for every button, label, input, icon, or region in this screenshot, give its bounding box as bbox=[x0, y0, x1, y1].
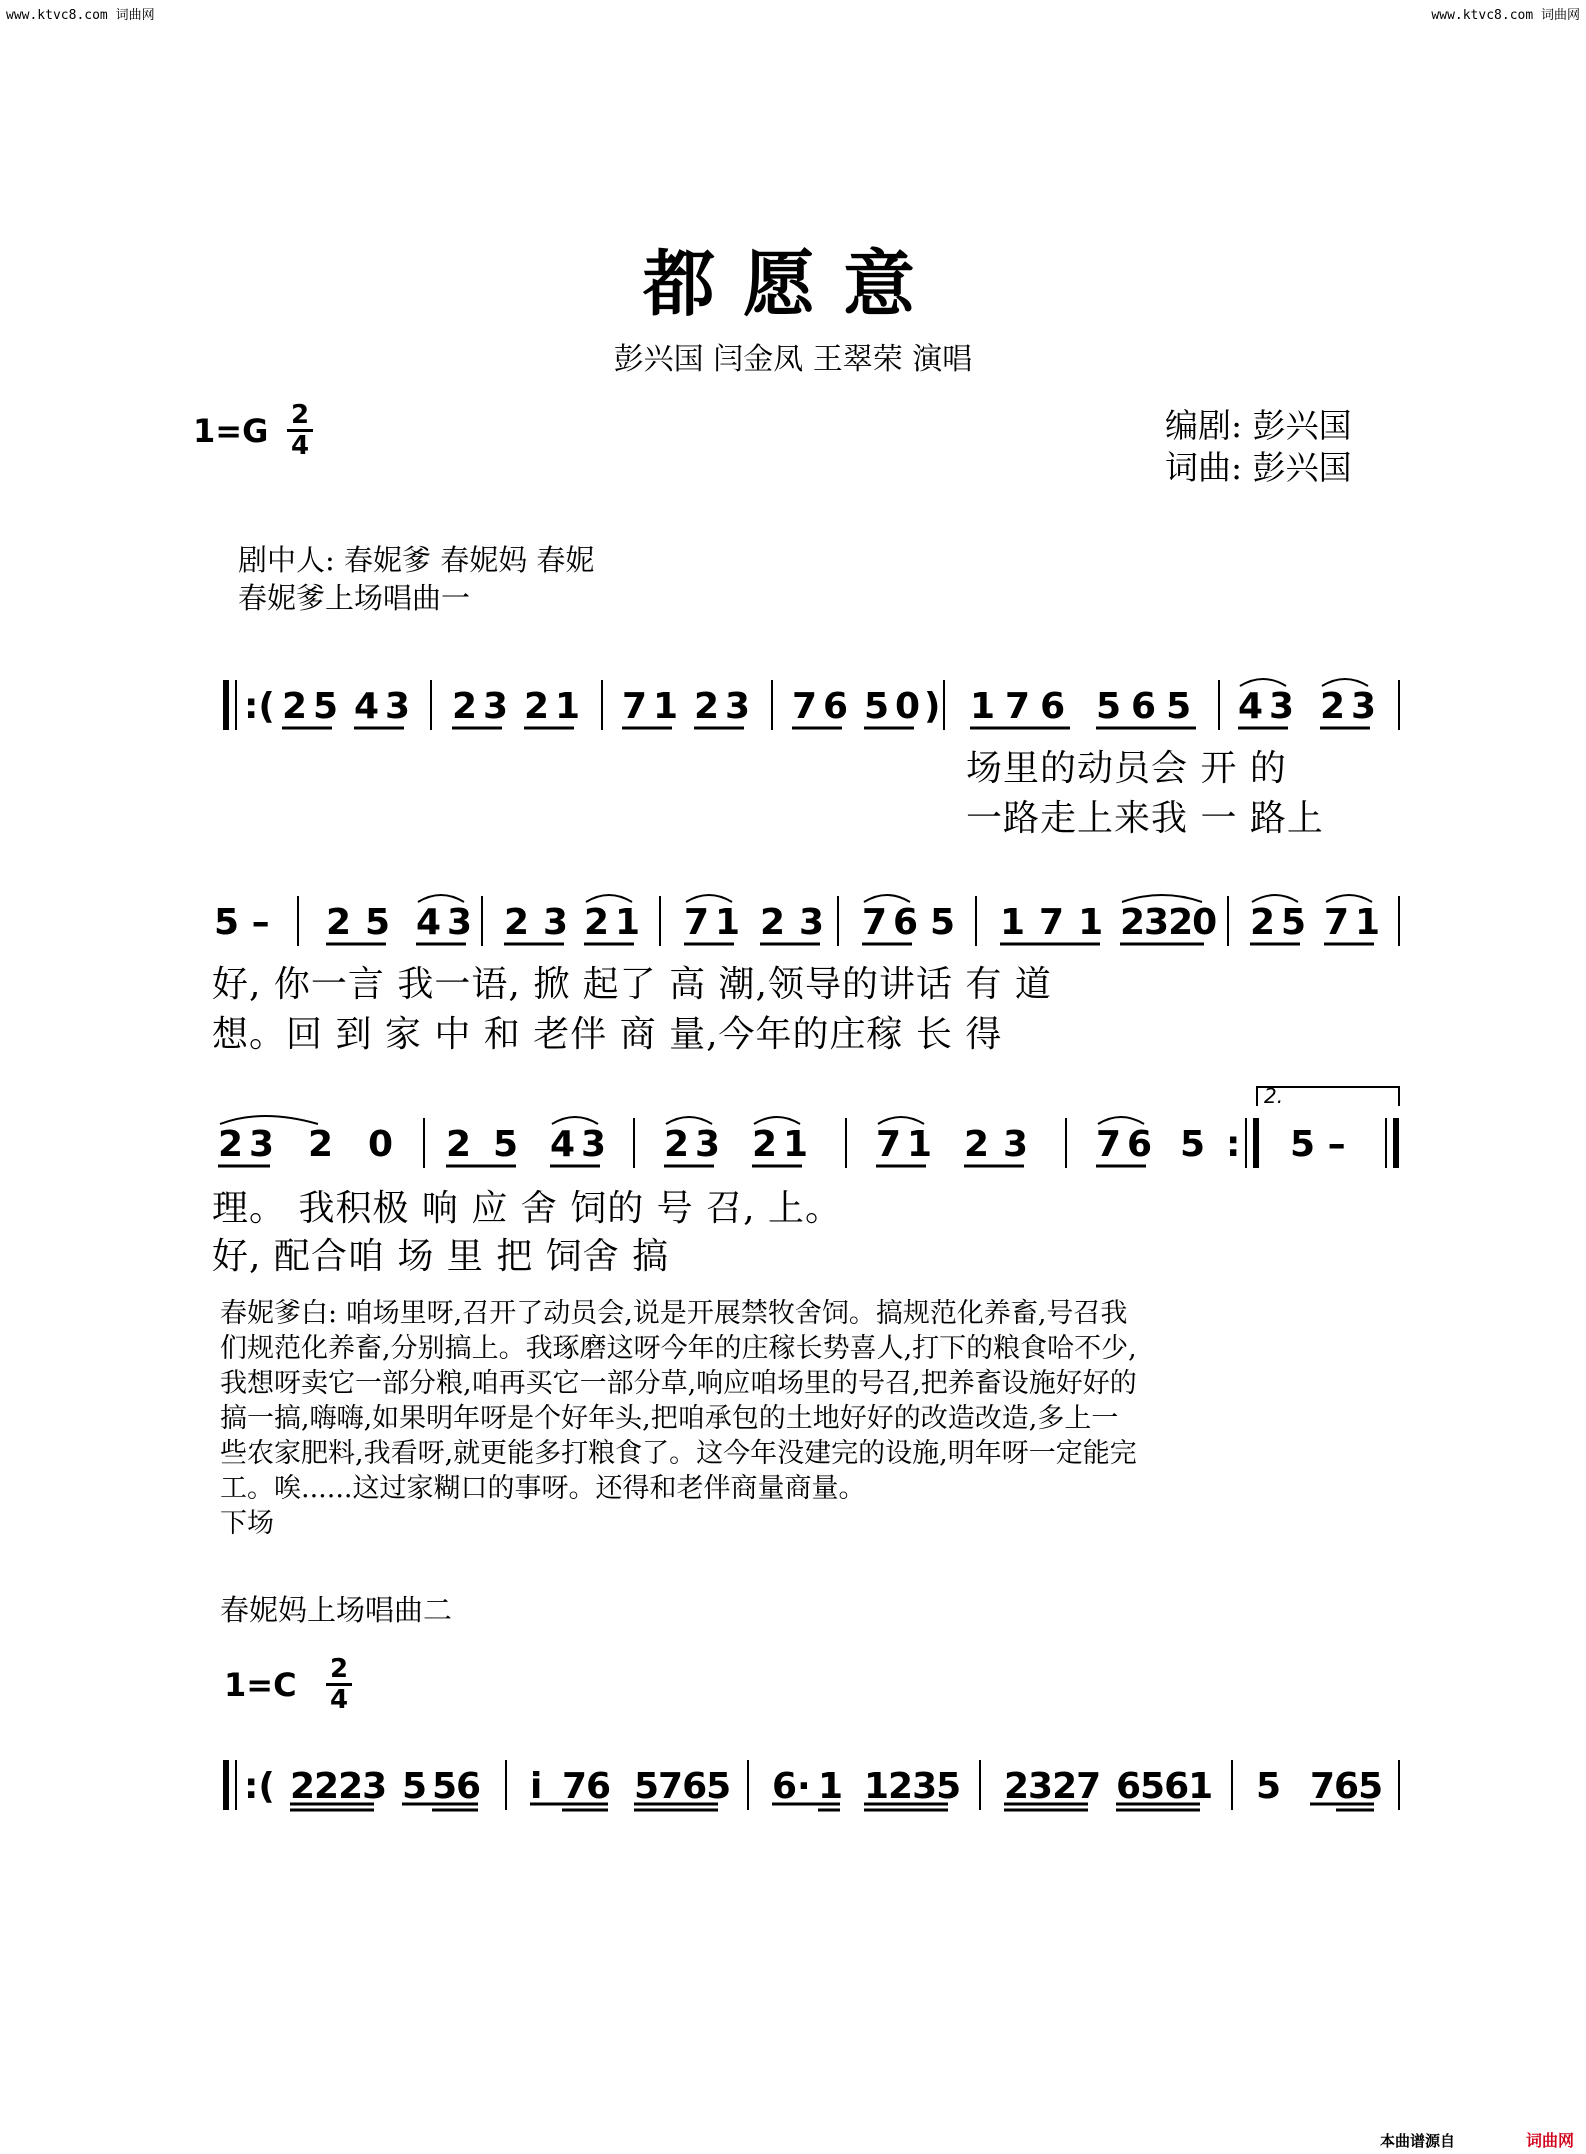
song1-line1-lyric-b: 一路走上来我 一 路上 bbox=[966, 798, 1324, 839]
svg-text:171: 171 bbox=[1000, 902, 1118, 943]
svg-text::(: :( bbox=[244, 1766, 275, 1807]
score-line-3 bbox=[0, 1110, 1586, 1170]
score-line-4 bbox=[0, 1752, 1586, 1812]
svg-text:6561: 6561 bbox=[1116, 1766, 1213, 1807]
svg-text:23: 23 bbox=[452, 686, 515, 727]
svg-text:5765: 5765 bbox=[634, 1766, 731, 1807]
volta-number: 2. bbox=[1264, 1084, 1284, 1108]
song2-heading: 春妮妈上场唱曲二 bbox=[220, 1593, 453, 1627]
performers: 彭兴国 闫金凤 王翠荣 演唱 bbox=[613, 342, 973, 377]
svg-text:565: 565 bbox=[1096, 686, 1202, 727]
time-signature-1 bbox=[287, 402, 313, 459]
svg-text:176: 176 bbox=[970, 686, 1076, 727]
svg-text:56: 56 bbox=[432, 1766, 481, 1807]
svg-text:43: 43 bbox=[416, 902, 479, 943]
svg-text:76: 76 bbox=[562, 1766, 611, 1807]
svg-text:2320: 2320 bbox=[1120, 902, 1217, 943]
composer-credit: 词曲: 彭兴国 bbox=[1165, 448, 1352, 487]
watermark-top-right: www.ktvc8.com 词曲网 bbox=[1431, 8, 1580, 23]
page-title: 都愿意 bbox=[642, 241, 943, 326]
time-signature-2 bbox=[326, 1656, 352, 1713]
svg-text:76: 76 bbox=[1096, 1124, 1159, 1165]
svg-text:71: 71 bbox=[876, 1124, 939, 1165]
score-line-2 bbox=[0, 888, 1586, 948]
footer-source-text: 本曲谱源自 bbox=[1380, 2132, 1456, 2150]
svg-text:2: 2 bbox=[308, 1124, 334, 1165]
svg-text:43: 43 bbox=[550, 1124, 613, 1165]
song1-line1-lyric-a: 场里的动员会 开 的 bbox=[966, 748, 1287, 789]
dialogue-line: 些农家肥料,我看呀,就更能多打粮食了。这今年没建完的设施,明年呀一定能完 bbox=[220, 1438, 1137, 1469]
svg-text:21: 21 bbox=[752, 1124, 815, 1165]
svg-text:71: 71 bbox=[622, 686, 685, 727]
dialogue-block bbox=[220, 1296, 1137, 1541]
time-signature-top: 2 bbox=[329, 1654, 349, 1684]
key-signature-1: 1=G bbox=[193, 412, 269, 450]
svg-text:23: 23 bbox=[694, 686, 757, 727]
svg-text:1235: 1235 bbox=[864, 1766, 961, 1807]
svg-text:5 –: 5 – bbox=[214, 902, 270, 943]
svg-text:50: 50 bbox=[864, 686, 927, 727]
svg-text:25: 25 bbox=[1250, 902, 1313, 943]
svg-text:71: 71 bbox=[684, 902, 747, 943]
svg-text:23: 23 bbox=[964, 1124, 1043, 1165]
song1-line3-lyric-a: 理。 我积极 响 应 舍 饲的 号 召, 上。 bbox=[212, 1188, 842, 1229]
song1-line2-lyric-a: 好, 你一言 我一语, 掀 起了 高 潮,领导的讲话 有 道 bbox=[212, 964, 1052, 1005]
svg-text:i: i bbox=[530, 1766, 543, 1807]
svg-text:): ) bbox=[924, 686, 941, 727]
svg-text:5: 5 bbox=[402, 1766, 434, 1807]
dialogue-line: 们规范化养畜,分别搞上。我琢磨这呀今年的庄稼长势喜人,打下的粮食哈不少, bbox=[220, 1333, 1137, 1364]
time-signature-bottom: 4 bbox=[329, 1685, 349, 1715]
svg-text:1: 1 bbox=[818, 1766, 844, 1807]
svg-text:23: 23 bbox=[218, 1124, 281, 1165]
svg-text:43: 43 bbox=[354, 686, 417, 727]
svg-text:23: 23 bbox=[760, 902, 839, 943]
svg-text:25: 25 bbox=[446, 1124, 541, 1165]
svg-text:43: 43 bbox=[1238, 686, 1301, 727]
dialogue-line: 我想呀卖它一部分粮,咱再买它一部分草,响应咱场里的号召,把养畜设施好好的 bbox=[220, 1368, 1137, 1399]
svg-text:5: 5 bbox=[1256, 1766, 1282, 1807]
svg-text:21: 21 bbox=[524, 686, 587, 727]
time-signature-top: 2 bbox=[290, 400, 310, 430]
svg-text:5: 5 bbox=[1180, 1124, 1206, 1165]
svg-text::: : bbox=[1226, 1124, 1241, 1165]
song1-line2-lyric-b: 想。回 到 家 中 和 老伴 商 量,今年的庄稼 长 得 bbox=[212, 1014, 1003, 1055]
score-line-1 bbox=[0, 672, 1586, 732]
footer-brand-logo: 词曲网 bbox=[1526, 2131, 1575, 2150]
svg-text:765: 765 bbox=[1310, 1766, 1383, 1807]
svg-text:5 –: 5 – bbox=[1290, 1124, 1346, 1165]
svg-text:23: 23 bbox=[664, 1124, 727, 1165]
svg-text:2223: 2223 bbox=[290, 1766, 387, 1807]
svg-text:2327: 2327 bbox=[1004, 1766, 1101, 1807]
svg-text:25: 25 bbox=[326, 902, 405, 943]
svg-text:5: 5 bbox=[930, 902, 956, 943]
svg-text:0: 0 bbox=[368, 1124, 394, 1165]
svg-text:76: 76 bbox=[792, 686, 855, 727]
dialogue-line: 工。唉......这过家糊口的事呀。还得和老伴商量商量。 bbox=[220, 1473, 866, 1504]
song1-line3-lyric-b: 好, 配合咱 场 里 把 饲舍 搞 bbox=[212, 1236, 670, 1277]
svg-text:23: 23 bbox=[504, 902, 583, 943]
svg-text:71: 71 bbox=[1324, 902, 1387, 943]
svg-text:6·: 6· bbox=[772, 1766, 811, 1807]
exit-direction: 下场 bbox=[220, 1508, 274, 1539]
key-signature-2: 1=C bbox=[224, 1666, 297, 1704]
song1-heading: 春妮爹上场唱曲一 bbox=[238, 581, 471, 615]
svg-text::(: :( bbox=[244, 686, 275, 727]
cast-list: 剧中人: 春妮爹 春妮妈 春妮 bbox=[238, 543, 595, 577]
svg-text:21: 21 bbox=[584, 902, 647, 943]
dialogue-line: 搞一搞,嗨嗨,如果明年呀是个好年头,把咱承包的土地好好的改造改造,多上一 bbox=[220, 1403, 1119, 1434]
svg-text:23: 23 bbox=[1320, 686, 1383, 727]
time-signature-bottom: 4 bbox=[290, 431, 310, 461]
watermark-top-left: www.ktvc8.com 词曲网 bbox=[6, 8, 155, 23]
dialogue-line: 春妮爹白: 咱场里呀,召开了动员会,说是开展禁牧舍饲。搞规范化养畜,号召我 bbox=[220, 1298, 1128, 1329]
playwright-credit: 编剧: 彭兴国 bbox=[1165, 406, 1352, 445]
svg-text:25: 25 bbox=[282, 686, 345, 727]
svg-text:76: 76 bbox=[862, 902, 925, 943]
